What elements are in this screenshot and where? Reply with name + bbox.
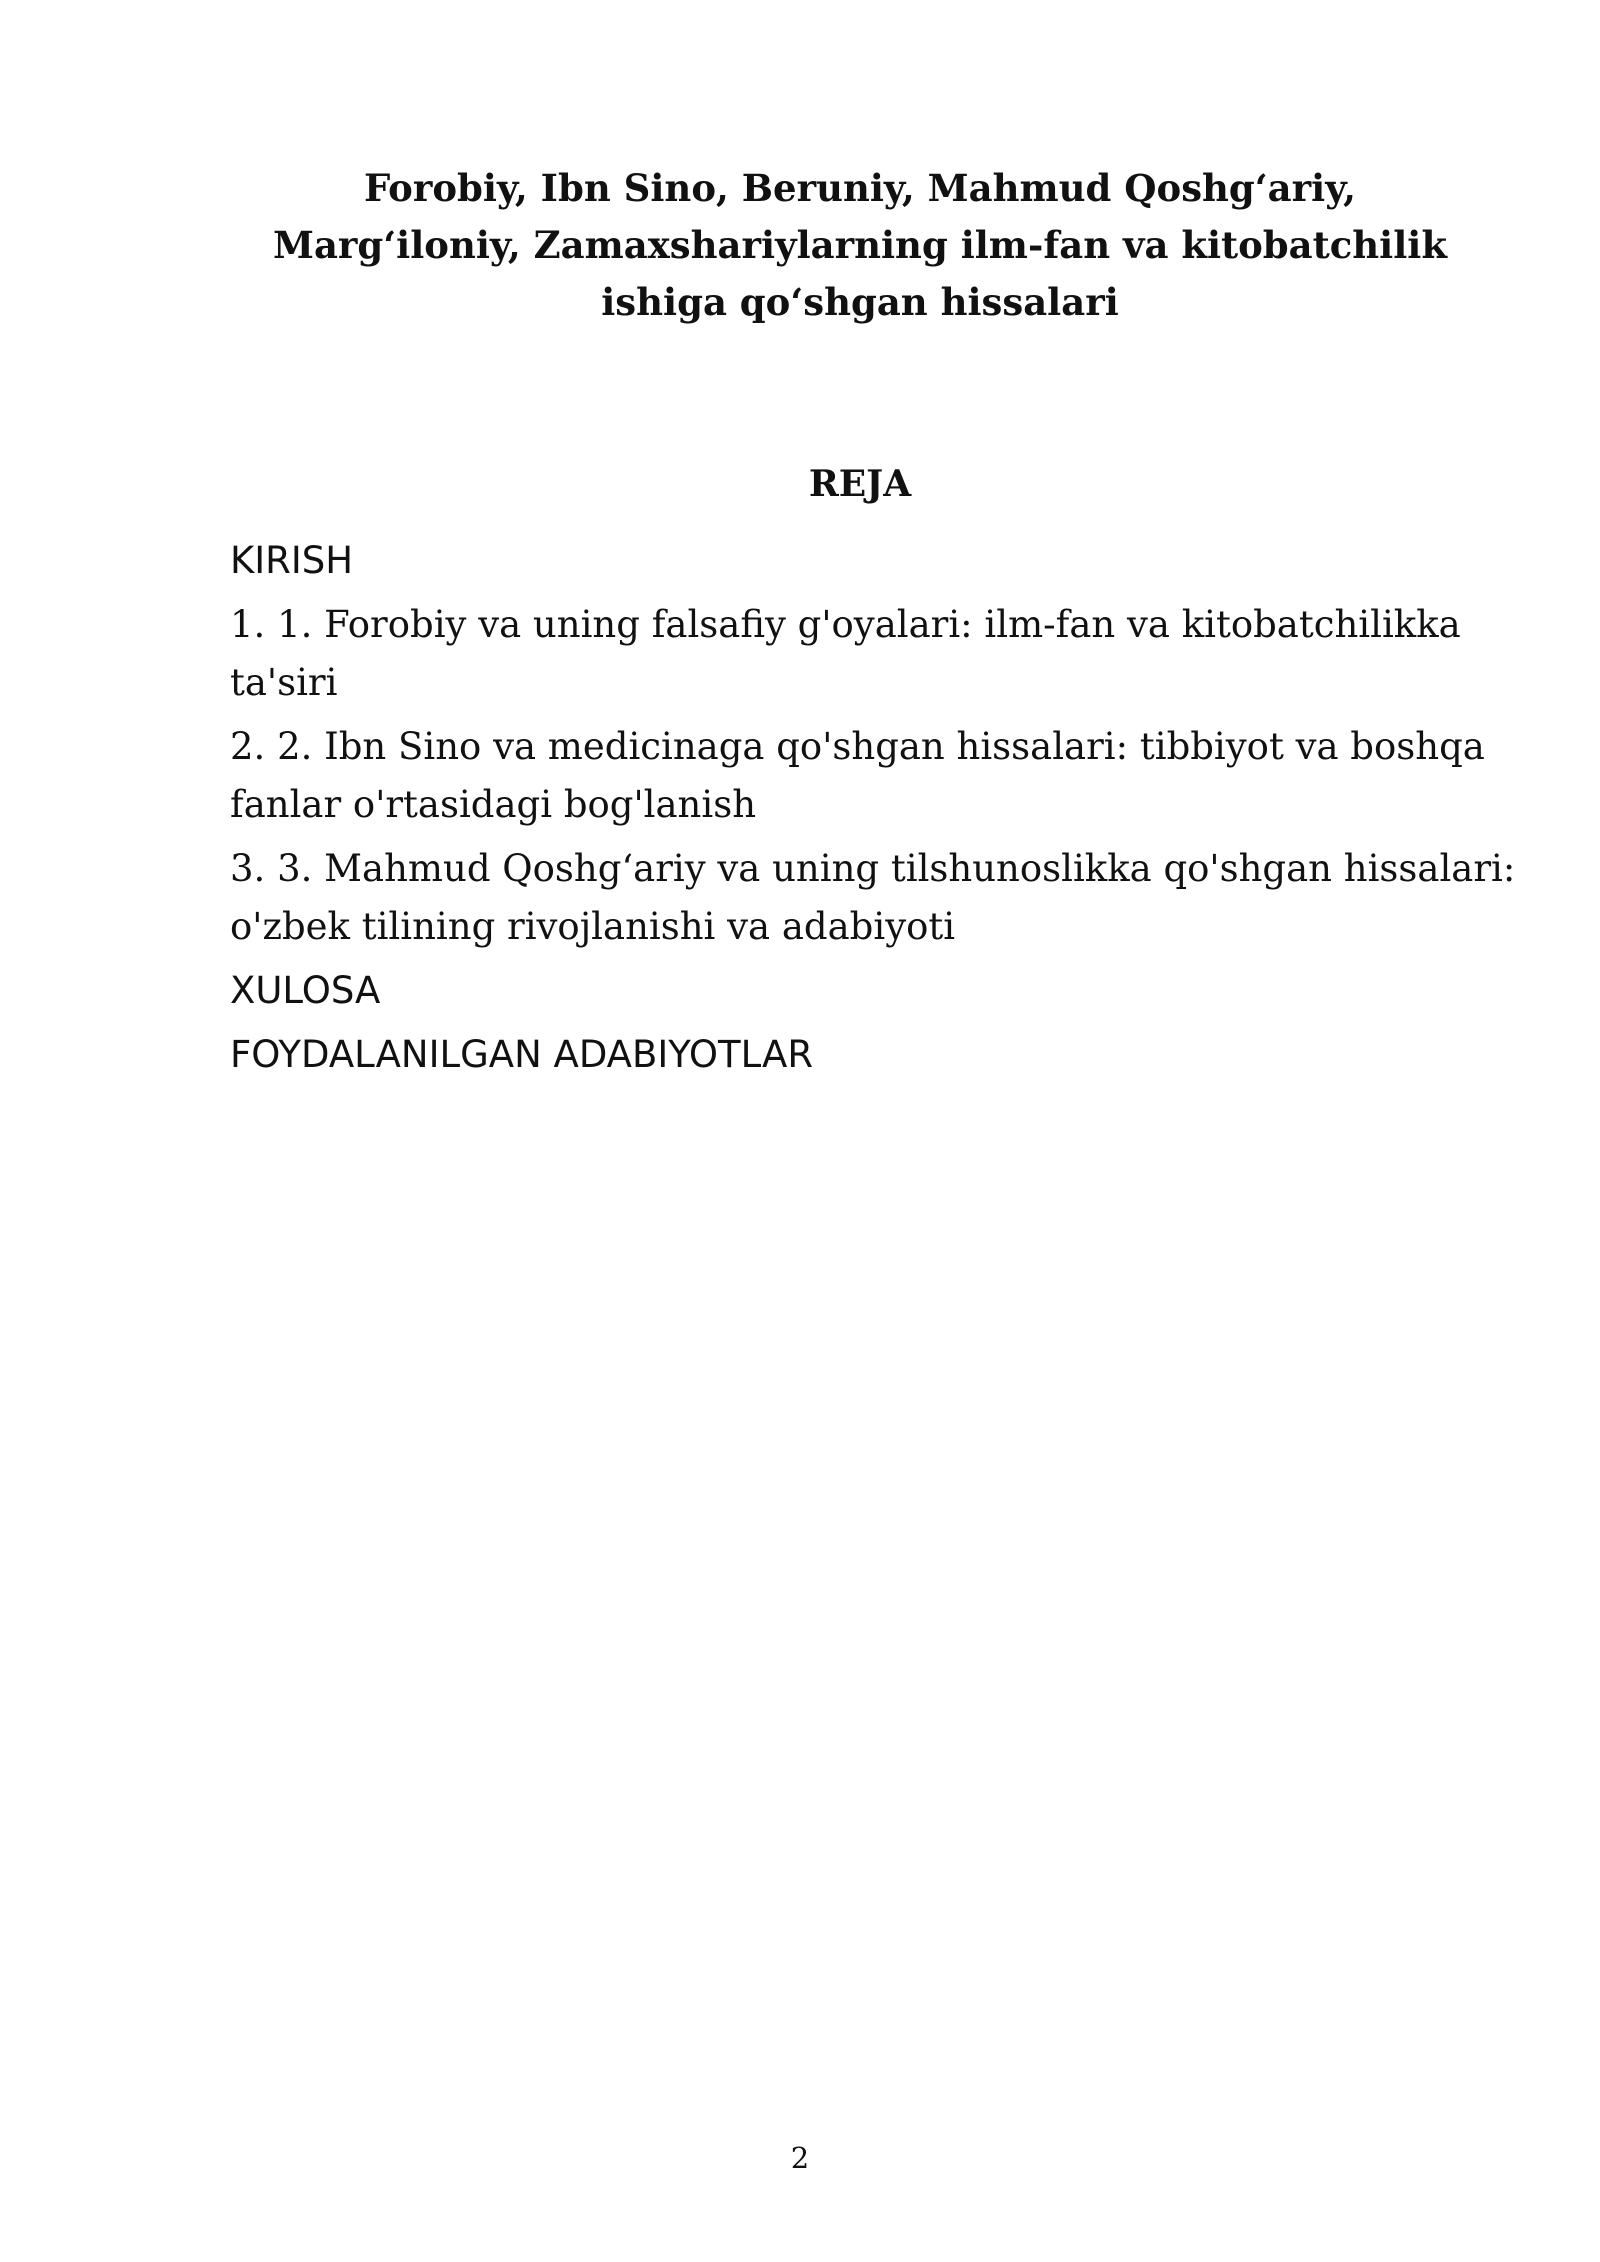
plan-item-1: 1. 1. Forobiy va uning falsafiy g'oyalari: ilm-fan va kitobatchilikka ta'siri — [230, 603, 1461, 704]
plan-item-references: FOYDALANILGAN ADABIYOTLAR — [230, 1033, 814, 1076]
title-line: ishiga qo‘shgan hissalari — [601, 280, 1119, 324]
document-title — [220, 160, 1500, 331]
plan-item-introduction: KIRISH — [230, 539, 354, 582]
plan-item-3: 3. 3. Mahmud Qoshg‘ariy va uning tilshunoslikka qo'shgan hissalari: o'zbek tilining rivojlanishi va adabiyoti — [230, 847, 1516, 948]
plan-item-2: 2. 2. Ibn Sino va medicinaga qo'shgan hissalari: tibbiyot va boshqa fanlar o'rtasidagi bog'lanish — [230, 725, 1485, 826]
title-line: Forobiy, Ibn Sino, Beruniy, Mahmud Qoshg‘ariy, — [363, 166, 1357, 210]
plan-heading: REJA — [808, 463, 912, 505]
plan-list — [230, 532, 1530, 1090]
plan-item-conclusion: XULOSA — [230, 969, 381, 1012]
page-number: 2 — [790, 2141, 810, 2175]
title-line: Marg‘iloniy, Zamaxshariylarning ilm-fan va kitobatchilik — [273, 223, 1447, 267]
